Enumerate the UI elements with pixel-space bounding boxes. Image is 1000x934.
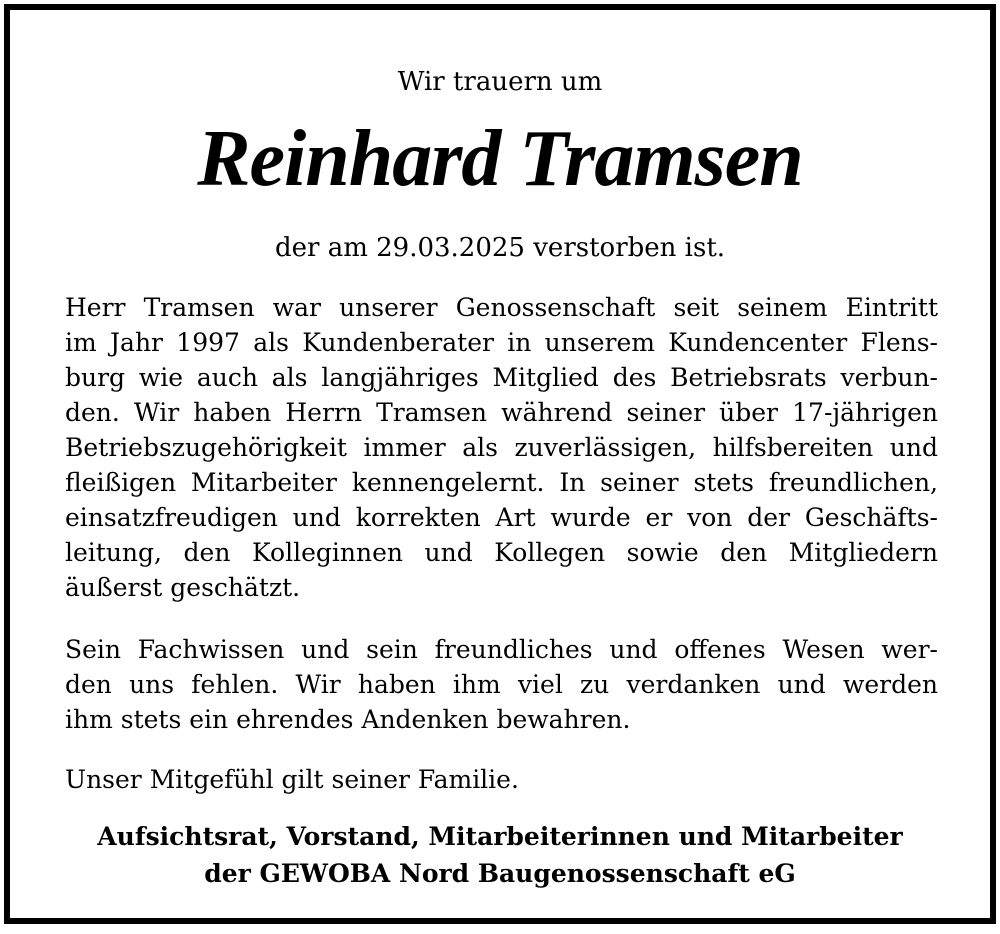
paragraph-remembrance: [65, 632, 938, 737]
signature-block: [10, 818, 990, 892]
obituary-notice: [4, 4, 996, 924]
text-line: burg wie auch als langjähriges Mitglied des Betriebsrats verbun-: [65, 363, 938, 392]
text-line: Betriebszugehörigkeit immer als zuverlässigen, hilfsbereiten und: [65, 433, 938, 462]
text-line: im Jahr 1997 als Kundenberater in unserem Kundencenter Flens-: [65, 328, 938, 357]
death-date-line: der am 29.03.2025 verstorben ist.: [274, 233, 726, 263]
deceased-name: Reinhard Tramsen: [197, 115, 803, 203]
text-line: Herr Tramsen war unserer Genossenschaft seit seinem Eintritt: [65, 293, 938, 322]
text-line: den. Wir haben Herrn Tramsen während seiner über 17-jährigen: [65, 398, 938, 427]
text-line: äußerst geschätzt.: [65, 573, 301, 602]
text-line: den uns fehlen. Wir haben ihm viel zu verdanken und werden: [65, 670, 938, 699]
text-line: Unser Mitgefühl gilt seiner Familie.: [65, 765, 519, 794]
text-line: leitung, den Kolleginnen und Kollegen sowie den Mitgliedern: [65, 538, 938, 567]
paragraph-tribute: [65, 290, 938, 605]
signature-line: Aufsichtsrat, Vorstand, Mitarbeiterinnen und Mitarbeiter: [97, 822, 903, 851]
text-line: Sein Fachwissen und sein freundliches und offenes Wesen wer-: [65, 635, 938, 664]
signature-line: der GEWOBA Nord Baugenossenschaft eG: [204, 859, 796, 888]
intro-line: Wir trauern um: [397, 67, 603, 97]
paragraph-condolence: [65, 762, 938, 797]
text-line: fleißigen Mitarbeiter kennengelernt. In seiner stets freundlichen,: [65, 468, 938, 497]
text-line: einsatzfreudigen und korrekten Art wurde er von der Geschäfts-: [65, 503, 938, 532]
text-line: ihm stets ein ehrendes Andenken bewahren.: [65, 705, 631, 734]
